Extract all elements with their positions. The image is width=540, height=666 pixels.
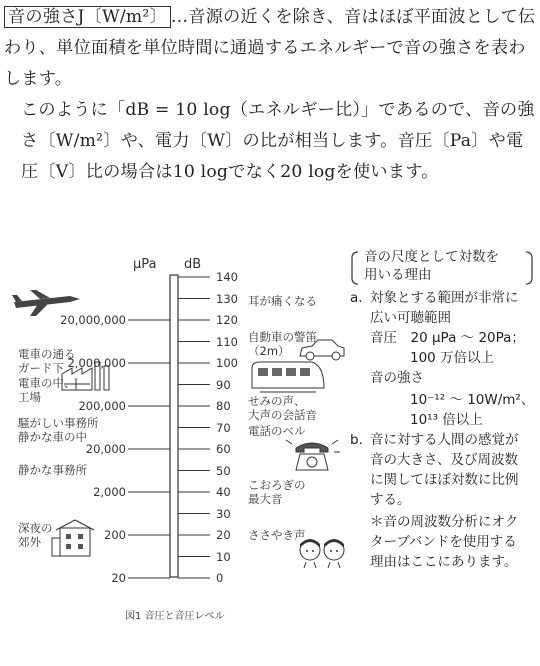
label-quiet-office: 静かな事務所 bbox=[18, 463, 87, 477]
label-telephone-bell: 電話のベル bbox=[248, 424, 306, 438]
db-tick-label: 140 bbox=[216, 270, 238, 284]
db-tick-label: 20 bbox=[216, 528, 231, 542]
sound-intensity-term: 音の強さJ〔W/m²〕 bbox=[4, 6, 171, 28]
db-tick-label: 40 bbox=[216, 485, 231, 499]
db-tick-label: 130 bbox=[216, 291, 238, 306]
db-tick-label: 0 bbox=[216, 571, 224, 585]
upa-tick-label: 20 bbox=[111, 571, 126, 585]
octave-band-note: ＊音の周波数分析にオク ターブバンドを使用する 理由はここにあります。 bbox=[370, 514, 519, 570]
upa-tick-label: 2,000 bbox=[93, 485, 126, 499]
telephone-icon bbox=[286, 440, 340, 470]
label-cricket: こおろぎの 最大音 bbox=[248, 478, 306, 506]
label-noisy-office: 騒がしい事務所 静かな車の中 bbox=[18, 416, 99, 444]
building-icon bbox=[52, 520, 94, 556]
db-tick-label: 100 bbox=[216, 356, 238, 370]
db-tick-label: 120 bbox=[216, 313, 238, 327]
sound-intensity-label: 音の強さ bbox=[370, 370, 424, 386]
db-tick-label: 60 bbox=[216, 442, 231, 456]
scale-bar bbox=[170, 275, 178, 577]
reasons-title: 音の尺度として対数を 用いる理由 bbox=[364, 249, 499, 283]
label-whisper: ささやき声 bbox=[248, 528, 306, 542]
whisper-faces-icon bbox=[300, 539, 344, 568]
reason-a-text: 対象とする範囲が非常に 広い可聴範囲 bbox=[370, 290, 519, 326]
label-car-horn: 自動車の警笛 （2m） bbox=[248, 330, 317, 358]
upa-tick-label: 20,000 bbox=[85, 442, 126, 456]
sound-pressure-range: 音圧 20 μPa ～ 20Pa； bbox=[370, 330, 525, 346]
p1-body: …音源の近くを除き、音はほぼ平面波として伝わり、単位面積を単位時間に通過するエネルギーで音の強さを表わします。 bbox=[4, 7, 536, 89]
figure-caption: 図1 音圧と音圧レベル bbox=[125, 611, 225, 622]
db-tick-label: 80 bbox=[216, 399, 231, 413]
db-tick-label: 70 bbox=[216, 420, 231, 435]
sound-intensity-ratio: 10¹³ 倍以上 bbox=[410, 412, 483, 428]
upa-tick-label: 20,000,000 bbox=[60, 313, 126, 327]
reason-a-head: a. bbox=[350, 290, 363, 306]
label-train-underpass: 電車の通る ガード下 bbox=[18, 347, 76, 375]
sound-pressure-ratio: 100 万倍以上 bbox=[410, 350, 495, 366]
upa-tick-label: 2,000,000 bbox=[67, 356, 126, 370]
db-tick-label: 30 bbox=[216, 506, 231, 521]
sound-intensity-range: 10⁻¹² ～ 10W/m²、 bbox=[410, 392, 535, 408]
train-icon bbox=[252, 362, 324, 392]
title-bracket-right bbox=[526, 252, 532, 284]
label-train-factory: 電車の中、 工場 bbox=[18, 376, 76, 404]
unit-db-label: dB bbox=[184, 257, 202, 272]
db-tick-label: 90 bbox=[216, 377, 231, 392]
reason-b-head: b. bbox=[350, 432, 363, 448]
db-tick-label: 50 bbox=[216, 463, 231, 478]
db-tick-label: 110 bbox=[216, 334, 238, 349]
db-tick-label: 10 bbox=[216, 549, 231, 564]
p2-body: このように「dB = 10 log（エネルギー比）」であるので、音の強さ〔W/m²〕や、電力〔W〕の比が相当します。音圧〔Pa〕や電圧〔V〕比の場合は10 logでなく20 logを使います。 bbox=[21, 100, 535, 182]
upa-tick-label: 200 bbox=[104, 528, 126, 542]
label-ear-pain: 耳が痛くなる bbox=[248, 294, 317, 308]
unit-upa-label: μPa bbox=[133, 257, 157, 272]
reason-b-text: 音に対する人間の感覚が 音の大きさ、及び周波数 に関してほぼ対数に比例 する。 bbox=[370, 432, 519, 508]
label-late-night-suburb: 深夜の 郊外 bbox=[18, 521, 53, 549]
upa-tick-label: 200,000 bbox=[78, 399, 126, 413]
title-bracket-left bbox=[352, 252, 358, 284]
label-cicada-loud-voice: せみの声、 大声の会話音 bbox=[248, 394, 317, 422]
